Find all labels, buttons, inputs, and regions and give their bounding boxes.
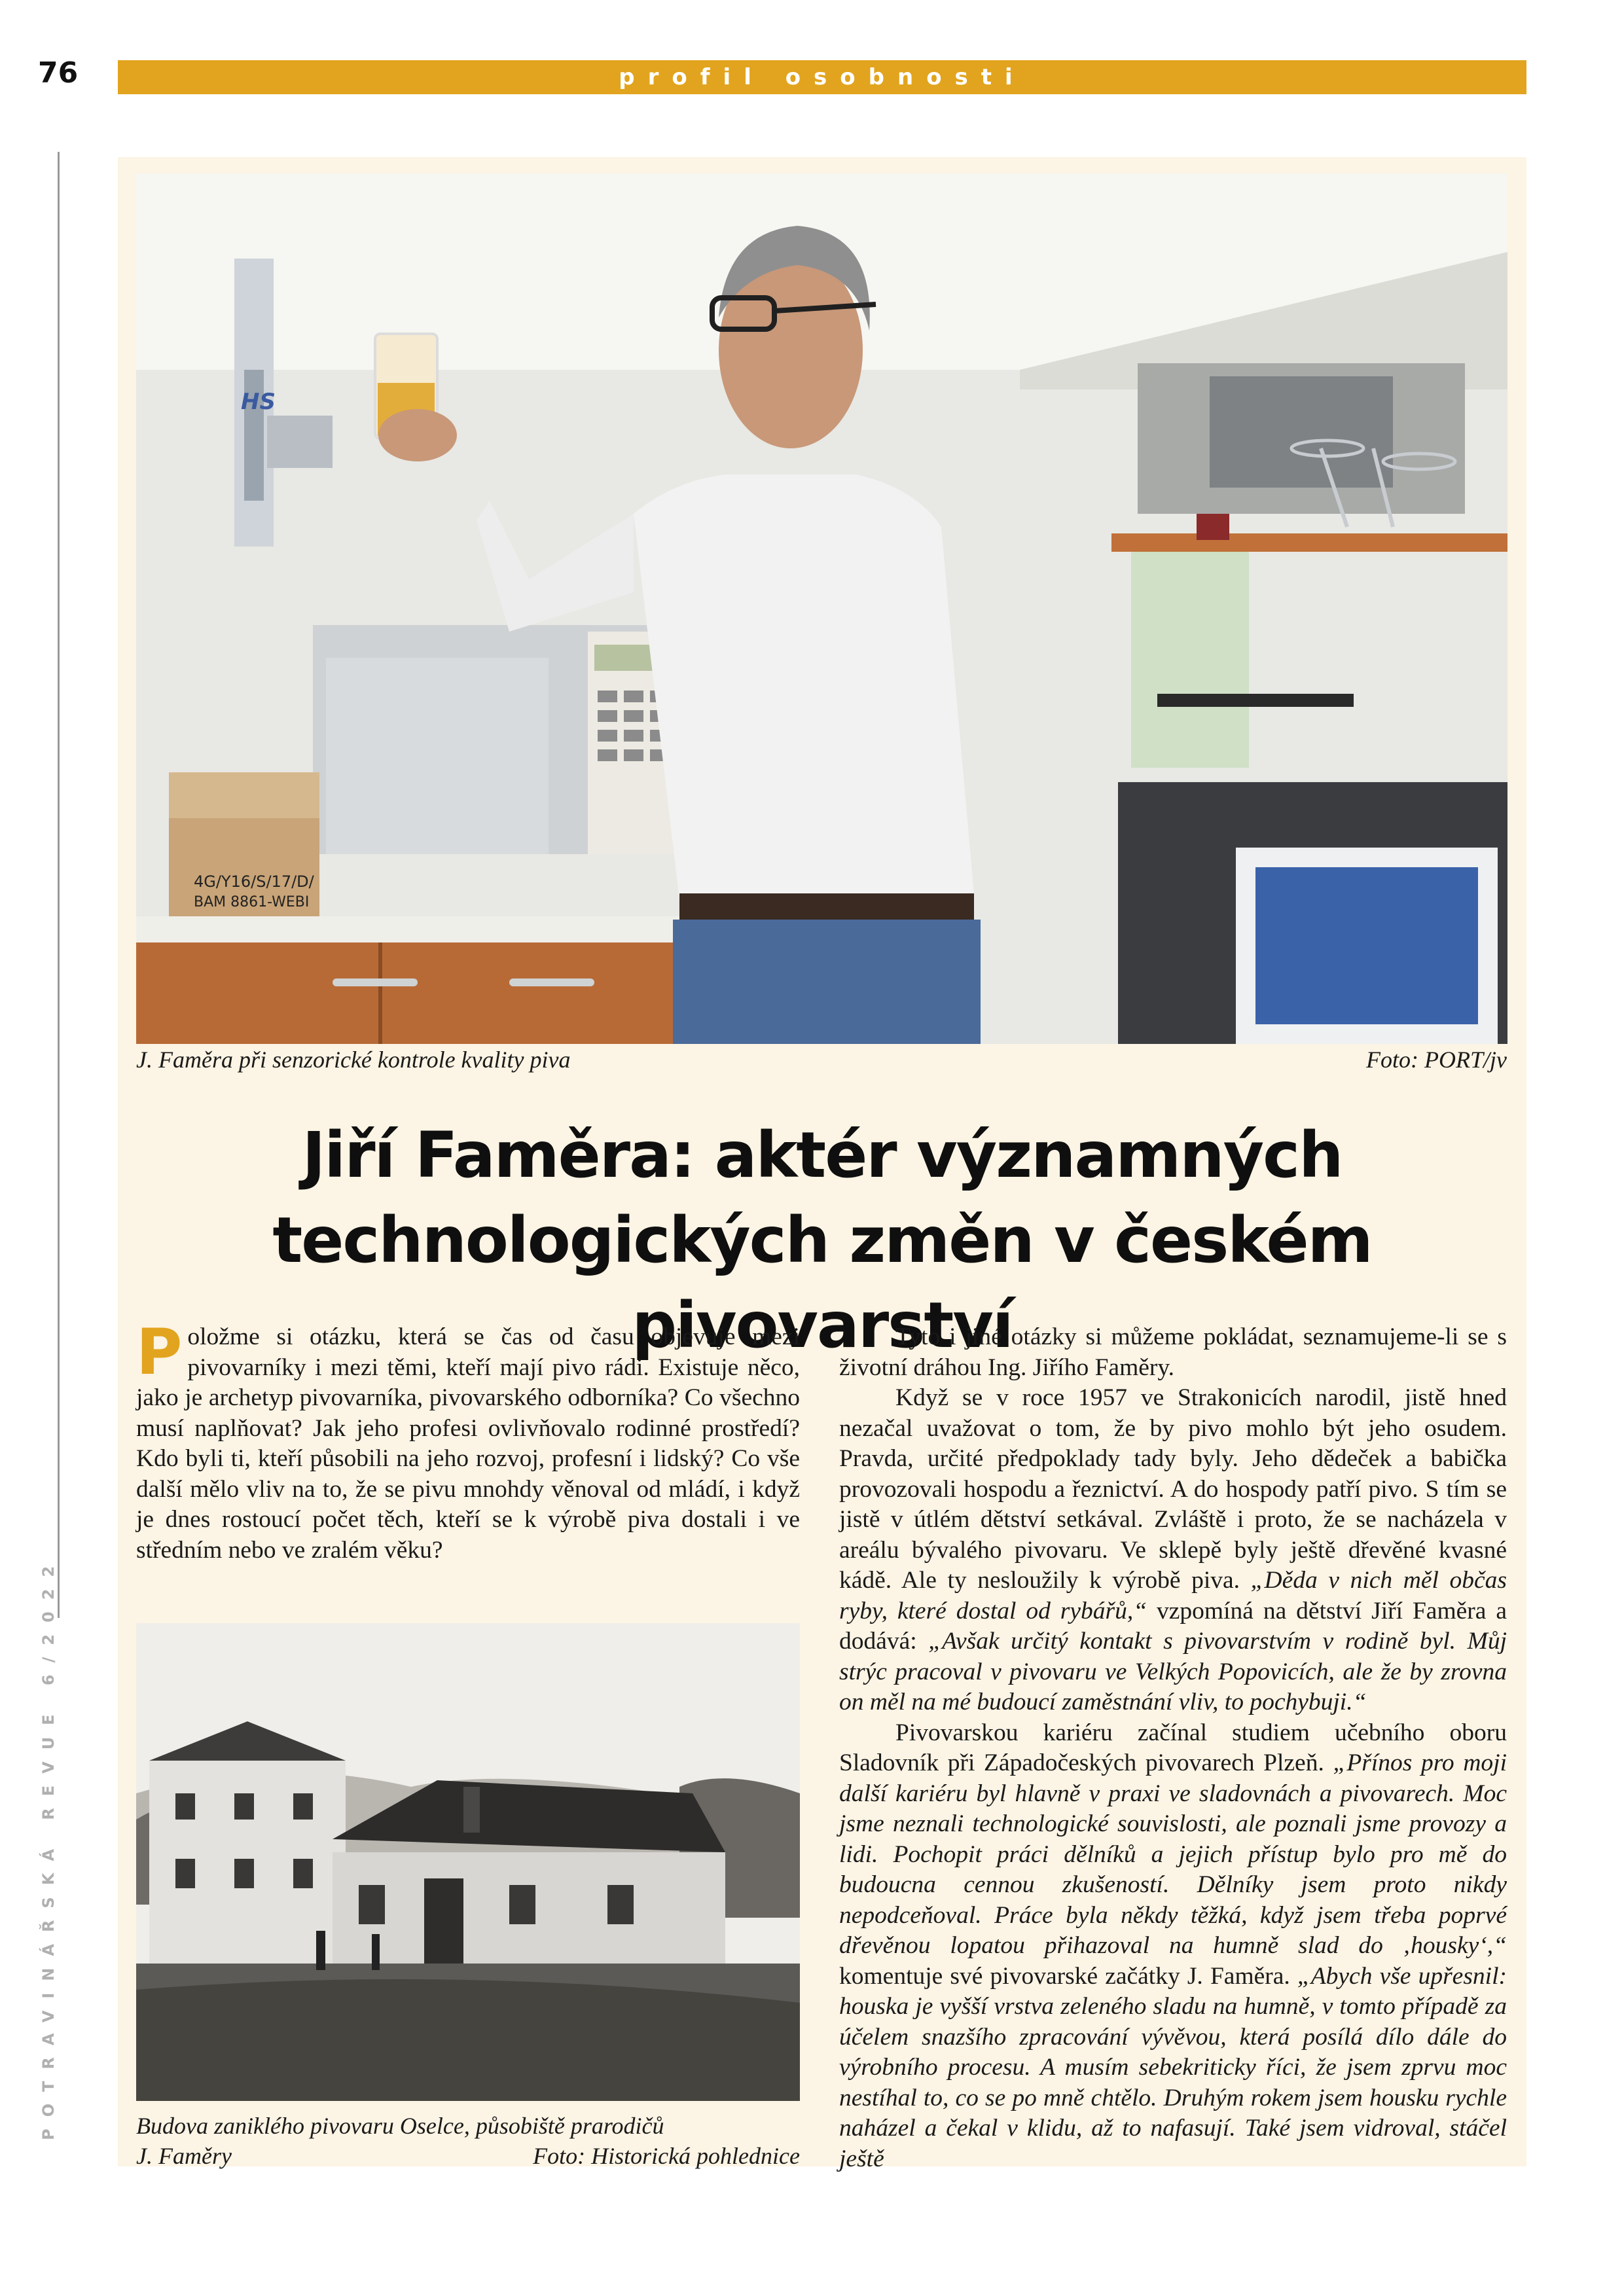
box-label-1: 4G/Y16/S/17/D/ (194, 872, 314, 891)
paragraph-3-quote-2: „Abych vše upřesnil: houska je vyšší vrstva zeleného sladu na humně, v tomto případě za účelem snazšího zpracování vývěvou, která posílá dílo dále do výrobního procesu. A musím sebekriticky říci, že jsem zprvu moc nestíhal to, co se po mně chtělo. Druhým rokem jsem housku rychle naházel a čekal v klidu, až to nafasují. Také jsem vidroval, stáčel ještě (839, 1962, 1507, 2172)
drop-cap: P (136, 1316, 183, 1389)
paragraph-2-text: Když se v roce 1957 ve Strakonicích narodil, jistě hned nezačal uvažovat o tom, že by pivo mohlo být jeho osudem. Pravda, určité předpoklady tady byly. Jeho dědeček a babička provozovali hospodu a řeznictví. A do hospody patří pivo. S tím se jistě v útlém dětství setkával. Zvláště i proto, že se nacházela v areálu bývalého pivovaru. Ve sklepě byly ještě dřevěné kvasné kádě. Ale ty nesloužily k výrobě piva. (839, 1384, 1507, 1594)
paragraph-2-mid: vzpomíná na dětství Jiří Faměra a dodává: (839, 1597, 1507, 1655)
side-rule (58, 152, 60, 1618)
body-column-right (839, 1322, 1507, 2174)
historical-photo (136, 1623, 800, 2101)
paragraph-3 (839, 1718, 1507, 2175)
lead-text: oložme si otázku, která se čas od času objevuje mezi pivovarníky i mezi těmi, kteří mají pivo rádi. Existuje něco, jako je archetyp pivovarníka, pivovarského odborníka? Co všechno musí naplňovat? Jak jeho profesi ovlivňovalo rodinné prostředí? Kdo byli ti, kteří působili na jeho rozvoj, profesní i lidský? Co vše další mělo vliv na to, že se pivu mnohdy věnoval od mládí, i když je dnes rostoucí počet těch, kteří se k výrobě piva dostali i ve středním nebo ve zralém věku? (136, 1323, 800, 1564)
historical-caption-line-1: Budova zaniklého pivovaru Oselce, působiště prarodičů (136, 2113, 664, 2139)
headline-line-2: technologických změn v českém pivovarství (272, 1204, 1372, 1362)
section-label: profil osobnosti (619, 64, 1026, 90)
paragraph-3-mid: komentuje své pivovarské začátky J. Faměra. (839, 1962, 1297, 1990)
paragraph-1: Tyto i jiné otázky si můžeme pokládat, seznamujeme-li se s životní dráhou Ing. Jiřího Faměry. (839, 1323, 1507, 1381)
main-photo (136, 173, 1507, 1044)
paragraph-2-quote-1: „Děda v nich měl občas ryby, které dostal od rybářů,“ (839, 1567, 1507, 1624)
headline-line-1: Jiří Faměra: aktér významných (302, 1119, 1343, 1192)
magazine-side-label: POTRAVINÁŘSKÁ REVUE 6/2022 (39, 1554, 58, 2140)
section-header-bar (118, 60, 1526, 94)
lead-paragraph (136, 1316, 800, 1566)
box-label-2: BAM 8861-WEBI (194, 894, 310, 910)
device-label: HS (241, 389, 276, 415)
page-number: 76 (38, 56, 79, 90)
historical-caption-line-2: J. Faměry (136, 2143, 232, 2169)
paragraph-2 (839, 1383, 1507, 1718)
historical-photo-caption (136, 2111, 800, 2171)
paragraph-3-text: Pivovarskou kariéru začínal studiem učebního oboru Sladovník při Západočeských pivovarech Plzeň. (839, 1719, 1507, 1776)
main-photo-credit: Foto: PORT/jv (1366, 1047, 1507, 1073)
historical-photo-credit: Foto: Historická pohlednice (533, 2143, 800, 2169)
paragraph-3-quote-1: „Přínos pro moji další kariéru byl hlavně v praxi ve sladovnách a pivovarech. Moc jsme neznali technologické souvislosti, ale poznali jsme provozy a lidi. Pochopit práci dělníků a jejich přístup bylo pro mě do budoucna cennou zkušeností. Dělníky jsem proto nikdy nepodceňoval. Práce byla někdy těžká, když jsem třeba poprvé dřevěnou lopatou přihazoval na humně slad do ‚housky‘,“ (839, 1749, 1507, 1959)
paragraph-2-quote-2: „Avšak určitý kontakt s pivovarstvím v rodině byl. Můj strýc pracoval v pivovaru ve Velkých Popovicích, ale že by zrovna on měl na mé budoucí zaměstnání vliv, to pochybuji.“ (839, 1628, 1507, 1715)
main-photo-caption: J. Faměra při senzorické kontrole kvality piva (136, 1047, 571, 1073)
